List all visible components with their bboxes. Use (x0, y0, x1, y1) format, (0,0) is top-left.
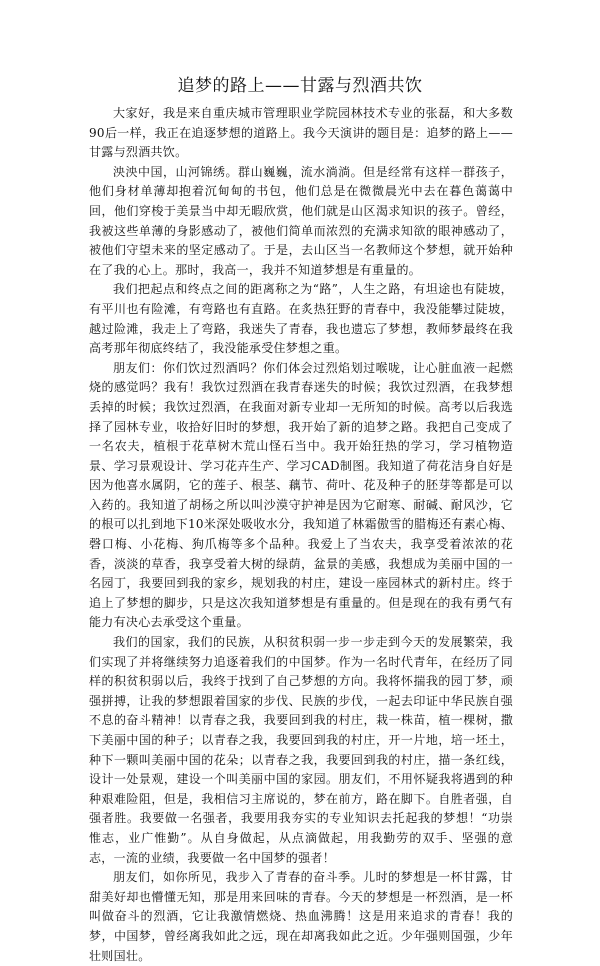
paragraph-road: 我们把起点和终点之间的距离称之为“路”，人生之路，有坦途也有陡坡，有平川也有险滩，有弯路也有直路。在炙热狂野的青春中，我没能攀过陡坡，越过险滩，我走上了弯路，我迷失了青春，我也遗忘了梦想，教师梦最终在我高考那年彻底终结了，我没能承受住梦想之重。 (89, 282, 513, 356)
paragraph-china-dream: 我们的国家，我们的民族，从积贫积弱一步一步走到今天的发展繁荣，我们实现了并将继续努力追逐着我们的中国梦。作为一名时代青年，在经历了同样的积贫积弱以后，我终于找到了自己梦想的方向。我将怀揣我的园丁梦，顽强拼搏，让我的梦想跟着国家的步伐、民族的步伐，一起去印证中华民族自强不息的奋斗精神！以青春之我，我要回到我的村庄，栽一株苗，植一棵树，撒下美丽中国的种子；以青春之我，我要回到我的村庄，开一片地，培一坯土，种下一颗叫美丽中国的花朵；以青春之我，我要回到我的村庄，描一条红线，设计一处景观，建设一个叫美丽中国的家园。朋友们，不用怀疑我将遇到的种种艰难险阻，但是，我相信习主席说的，梦在前方，路在脚下。自胜者强，自强者胜。我要做一名强者，我要用我夯实的专业知识去托起我的梦想！“功崇惟志，业广惟勤”。从自身做起，从点滴做起，用我勤劳的双手、坚强的意志，一流的业绩，我要做一名中国梦的强者！ (89, 635, 513, 865)
document-body (89, 104, 513, 966)
paragraph-intro: 大家好，我是来自重庆城市管理职业学院园林技术专业的张磊，和大多数90后一样，我正在追逐梦想的道路上。我今天演讲的题目是：追梦的路上——甘露与烈酒共饮。 (89, 106, 513, 160)
document-title: 追梦的路上——甘露与烈酒共饮 (177, 76, 423, 96)
paragraph-conclusion: 朋友们，如你所见，我步入了青春的奋斗季。儿时的梦想是一杯甘露，甘甜美好却也懵懂无知，那是用来回味的青春。今天的梦想是一杯烈酒，是一杯叫做奋斗的烈酒，它让我激情燃烧、热血沸腾！这是用来追求的青春！我的梦，中国梦，曾经离我如此之远，现在却离我如此之近。少年强则国强，少年壮则国壮。 (89, 870, 513, 963)
paragraph-strong-wine: 朋友们：你们饮过烈酒吗？你们体会过烈焰划过喉咙，让心脏血液一起燃烧的感觉吗？我有！我饮过烈酒在我青春迷失的时候；我饮过烈酒，在我梦想丢掉的时候；我饮过烈酒，在我面对新专业却一无所知的时候。高考以后我选择了园林专业，收拾好旧时的梦想，我开始了新的追梦之路。我把自己变成了一名农夫，植根于花草树木荒山怪石当中。我开始狂热的学习，学习植物造景、学习景观设计、学习花卉生产、学习CAD制图。我知道了荷花洁身自好是因为他喜水属阴，它的莲子、根茎、藕节、荷叶、花及种子的胚芽等都是可以入药的。我知道了胡杨之所以叫沙漠守护神是因为它耐寒、耐碱、耐风沙，它的根可以扎到地下10米深处吸收水分，我知道了林霜傲雪的腊梅还有素心梅、磬口梅、小花梅、狗爪梅等多个品种。我爱上了当农夫，我享受着浓浓的花香，淡淡的草香，我享受着大树的绿荫，盆景的美感，我想成为美丽中国的一名园丁，我要回到我的家乡，规划我的村庄，建设一座园林式的新村庄。终于追上了梦想的脚步，只是这次我知道梦想是有重量的。但是现在的我有勇气有能力有决心去承受这个重量。 (89, 360, 513, 630)
paragraph-mountain-children: 泱泱中国，山河锦绣。群山巍巍，流水淌淌。但是经常有这样一群孩子，他们身材单薄却抱着沉甸甸的书包，他们总是在微微晨光中去在暮色蔼蔼中回，他们穿梭于美景当中却无暇欣赏，他们就是山区渴求知识的孩子。曾经，我被这些单薄的身影感动了，被他们简单而浓烈的充满求知欲的眼神感动了，被他们守望未来的坚定感动了。于是，去山区当一名教师这个梦想，就开始种在了我的心上。那时，我高一，我并不知道梦想是有重量的。 (89, 164, 513, 277)
